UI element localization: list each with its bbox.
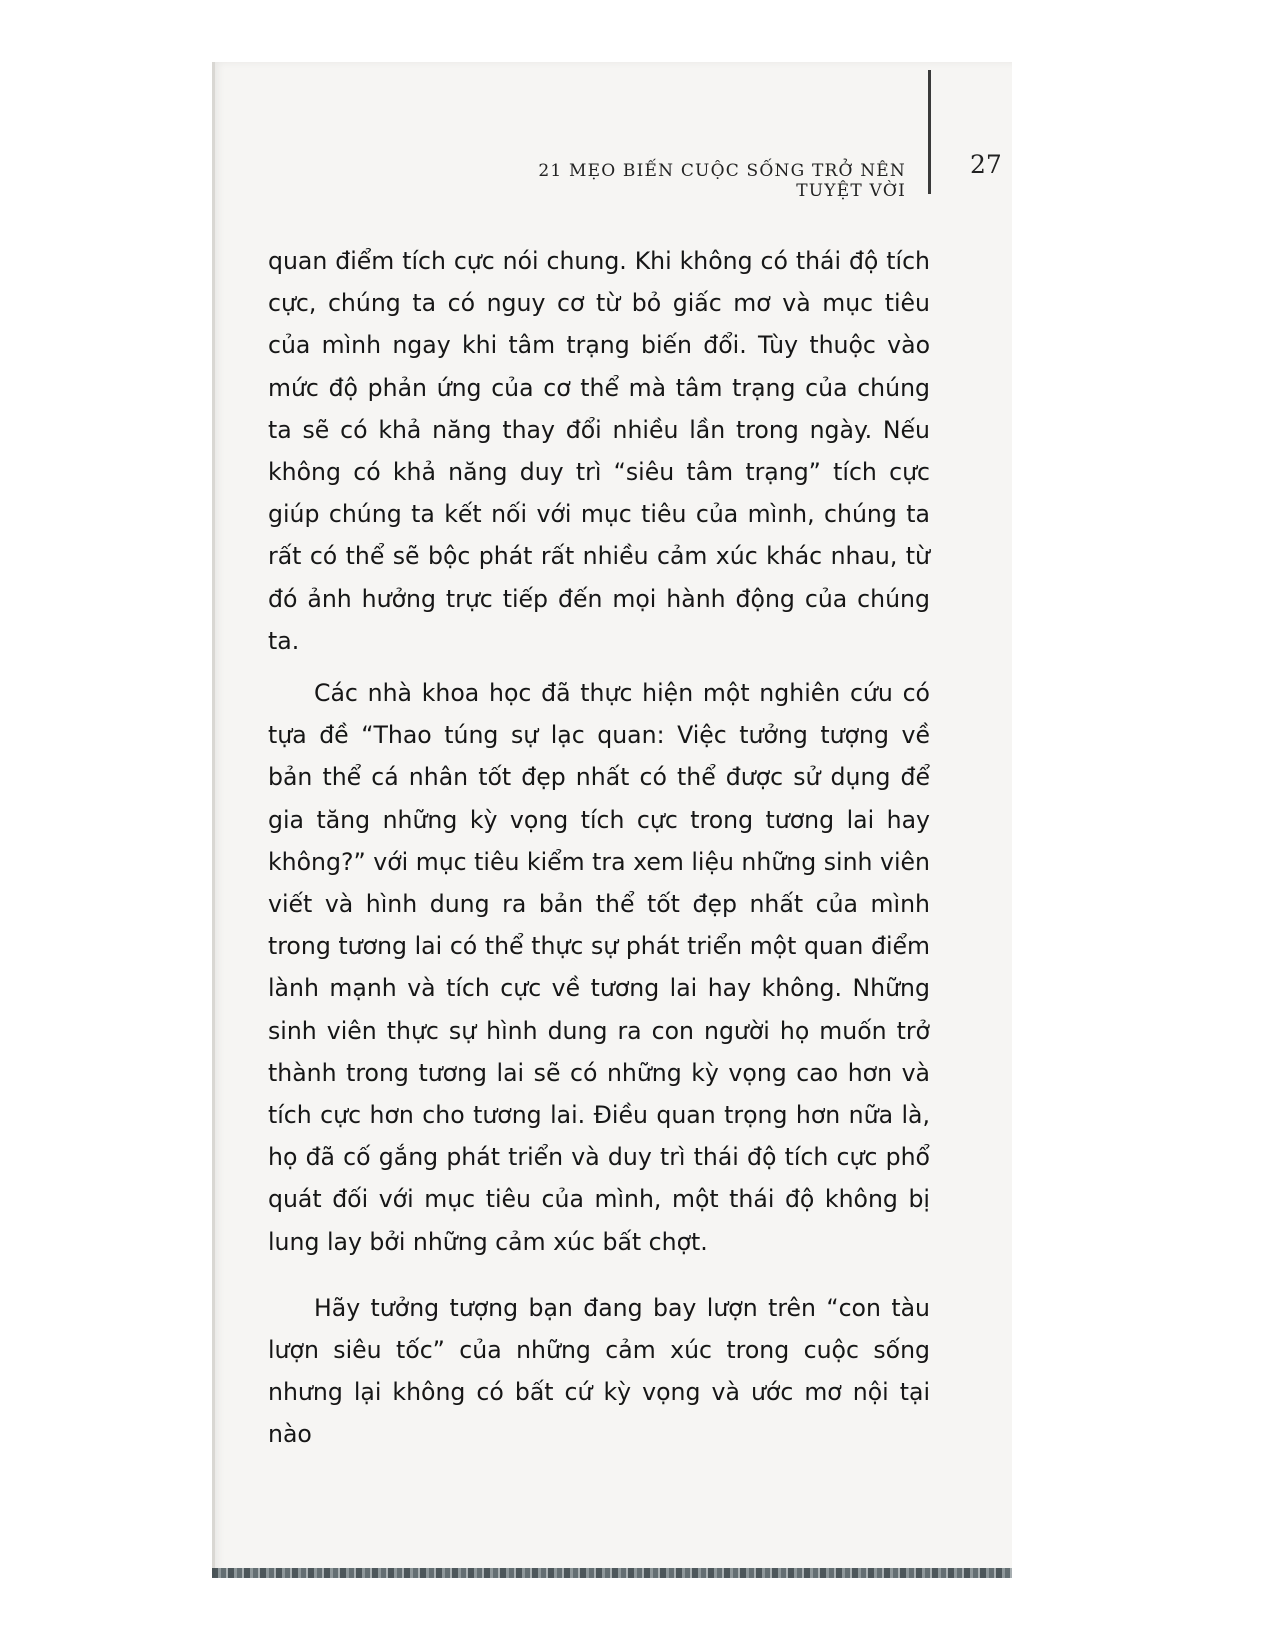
page-gutter-edge <box>212 62 215 1577</box>
running-title: 21 MẸO BIẾN CUỘC SỐNG TRỞ NÊN TUYỆT VỜI <box>538 161 906 201</box>
paragraph-3: Hãy tưởng tượng bạn đang bay lượn trên “con tàu lượn siêu tốc” của những cảm xúc trong cuộc sống nhưng lại không có bất cứ kỳ vọng và ước mơ nội tại nào <box>268 1293 930 1449</box>
page-number: 27 <box>970 150 1002 179</box>
header-divider <box>928 70 931 194</box>
body-text <box>268 240 930 1456</box>
page-bottom-edge <box>212 1568 1012 1578</box>
paragraph-1: quan điểm tích cực nói chung. Khi không có thái độ tích cực, chúng ta có nguy cơ từ bỏ giấc mơ và mục tiêu của mình ngay khi tâm trạng biến đổi. Tùy thuộc vào mức độ phản ứng của cơ thể mà tâm trạng của chúng ta sẽ có khả năng thay đổi nhiều lần trong ngày. Nếu không có khả năng duy trì “siêu tâm trạng” tích cực giúp chúng ta kết nối với mục tiêu của mình, chúng ta rất có thể sẽ bộc phát rất nhiều cảm xúc khác nhau, từ đó ảnh hưởng trực tiếp đến mọi hành động của chúng ta. <box>268 247 930 655</box>
paragraph-2: Các nhà khoa học đã thực hiện một nghiên cứu có tựa đề “Thao túng sự lạc quan: Việc tưởng tượng về bản thể cá nhân tốt đẹp nhất có thể được sử dụng để gia tăng những kỳ vọng tích cực trong tương lai hay không?” với mục tiêu kiểm tra xem liệu những sinh viên viết và hình dung ra bản thể tốt đẹp nhất của mình trong tương lai có thể thực sự phát triển một quan điểm lành mạnh và tích cực về tương lai hay không. Những sinh viên thực sự hình dung ra con người họ muốn trở thành trong tương lai sẽ có những kỳ vọng cao hơn và tích cực hơn cho tương lai. Điều quan trọng hơn nữa là, họ đã cố gắng phát triển và duy trì thái độ tích cực phổ quát đối với mục tiêu của mình, một thái độ không bị lung lay bởi những cảm xúc bất chợt. <box>268 679 930 1256</box>
